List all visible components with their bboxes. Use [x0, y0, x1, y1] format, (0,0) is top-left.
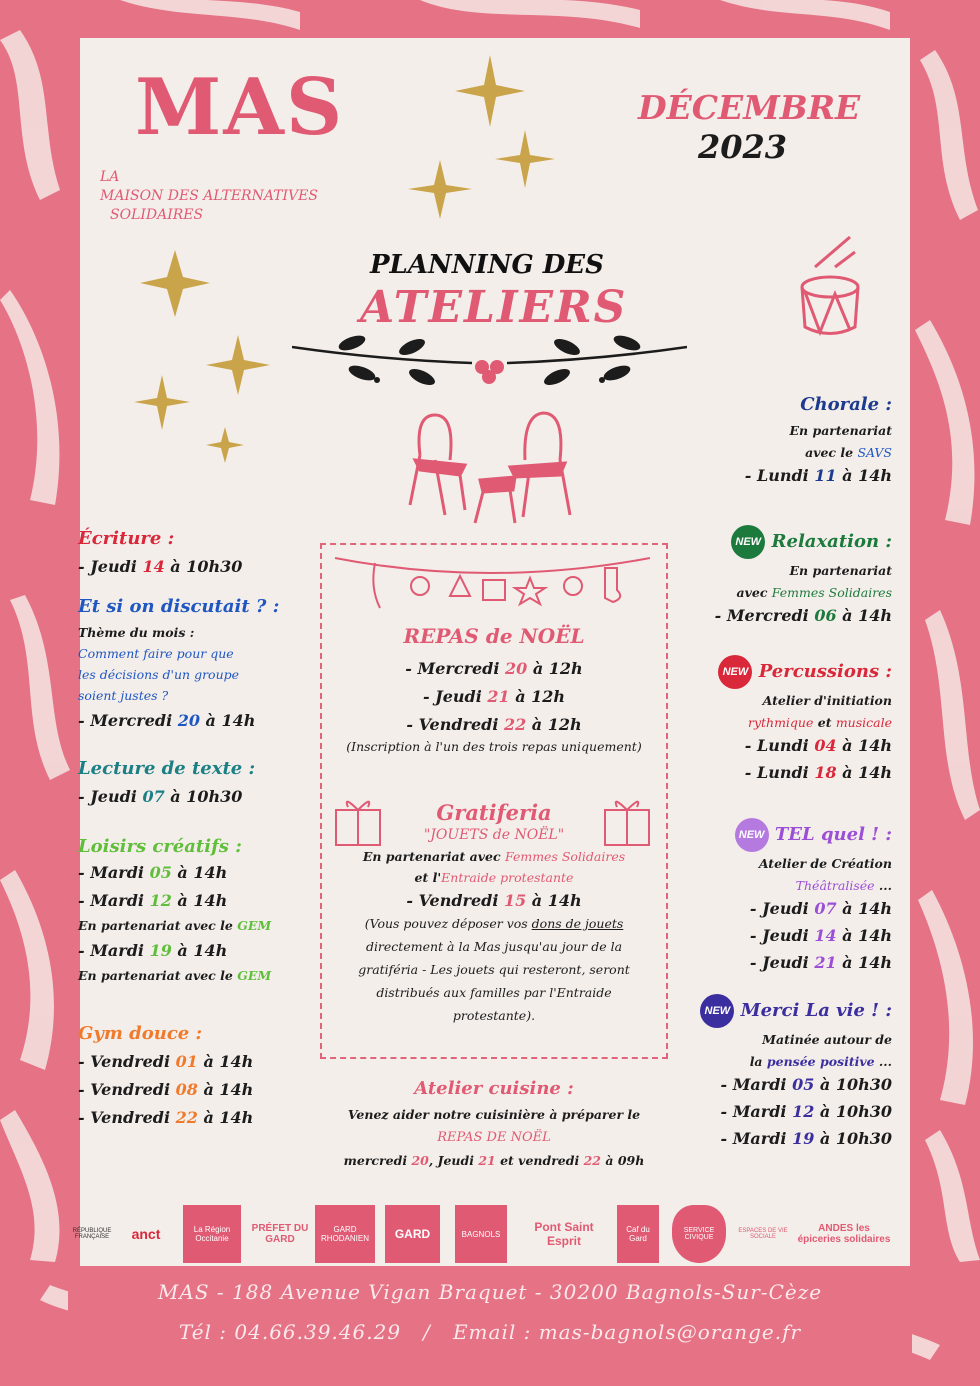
star-icon — [455, 55, 525, 127]
loisirs-date-2 — [78, 891, 318, 910]
chorale-title: Chorale : — [800, 394, 892, 415]
day: 12 — [792, 1102, 815, 1121]
telquel-date-3 — [660, 953, 892, 972]
merci-date-3 — [660, 1129, 892, 1148]
day: 14 — [814, 926, 837, 945]
loisirs-partner-1 — [78, 918, 318, 933]
text: à 10h30 — [814, 1075, 892, 1094]
text: à 14h — [526, 891, 582, 910]
text: - Mercredi — [405, 659, 506, 678]
partner: Femmes Solidaires — [504, 849, 626, 864]
day: 22 — [175, 1108, 198, 1127]
logo-gard-rhodanien: GARD RHODANIEN — [315, 1205, 375, 1263]
gym-section — [78, 1023, 318, 1127]
gratiferia-note — [322, 912, 666, 1027]
day: 15 — [503, 891, 527, 910]
lecture-date — [78, 787, 318, 806]
discut-question-1: Comment faire pour que — [78, 646, 234, 661]
relaxation-section — [660, 525, 892, 625]
logo-gard: GARD — [385, 1205, 440, 1263]
text: à 10h30 — [164, 787, 243, 806]
star-icon — [408, 160, 472, 219]
laurel-divider-icon — [292, 325, 687, 395]
logo-service-civique: SERVICE CIVIQUE — [672, 1205, 726, 1263]
merci-section — [660, 994, 892, 1148]
day: 07 — [142, 787, 165, 806]
subtitle-line-3: SOLIDAIRES — [110, 207, 204, 223]
merci-title-row — [660, 994, 892, 1028]
percussions-desc-2 — [660, 715, 892, 730]
text: , Jeudi — [428, 1153, 479, 1168]
gratiferia-title: Gratiferia — [436, 800, 552, 825]
gym-date-1 — [78, 1052, 318, 1071]
text: mercredi — [343, 1153, 412, 1168]
garland-icon — [325, 548, 660, 618]
day: 22 — [503, 715, 527, 734]
star-icon — [206, 427, 244, 463]
day: 01 — [175, 1052, 198, 1071]
drum-icon — [795, 232, 865, 352]
text: à 14h — [171, 863, 228, 882]
merci-title: Merci La vie ! : — [740, 1000, 892, 1021]
telquel-date-1 — [660, 899, 892, 918]
text: - Jeudi — [78, 787, 143, 806]
text: ... — [874, 878, 892, 893]
text: - Vendredi — [406, 715, 504, 734]
note-line-5: protestante). — [452, 1008, 536, 1023]
day: 11 — [814, 466, 837, 485]
text: dons de jouets — [531, 916, 624, 931]
logo-evs: ESPACES DE VIE SOCIALE — [738, 1228, 788, 1240]
cuisine-line-1: Venez aider notre cuisinière à préparer le — [347, 1107, 641, 1122]
day: 20 — [505, 659, 528, 678]
text: à 14h — [199, 711, 256, 730]
star-icon — [495, 130, 555, 188]
partner: Entraide protestante — [441, 870, 574, 885]
new-badge-icon: NEW — [718, 655, 752, 689]
text: à 10h30 — [164, 557, 243, 576]
percussions-title: Percussions : — [758, 661, 892, 682]
telquel-date-2 — [660, 926, 892, 945]
text: ... — [874, 1054, 892, 1069]
text: à 14h — [836, 606, 892, 625]
relaxation-partner-2 — [660, 585, 892, 600]
chairs-illustration — [405, 405, 575, 525]
mas-logo: MAS — [135, 62, 345, 153]
discut-theme: Thème du mois : — [78, 625, 195, 640]
text: à 10h30 — [814, 1102, 892, 1121]
ateliers-title: ATELIERS — [360, 282, 628, 333]
discut-date — [78, 711, 318, 730]
star-icon — [206, 335, 270, 395]
year-label: 2023 — [698, 128, 788, 166]
text: pensée positive — [766, 1054, 875, 1069]
text: et l' — [414, 870, 442, 885]
chorale-date — [660, 466, 892, 485]
cuisine-line-3 — [312, 1153, 676, 1168]
text: avec — [736, 585, 772, 600]
ecriture-date — [78, 557, 318, 576]
text: - Jeudi — [422, 687, 488, 706]
day: 12 — [149, 891, 172, 910]
telquel-desc-2 — [660, 878, 892, 893]
gym-date-3 — [78, 1108, 318, 1127]
text: à 14h — [836, 953, 892, 972]
repas-date-2 — [322, 687, 666, 706]
note-line-3: gratiféria - Les jouets qui resteront, seront — [358, 962, 630, 977]
percussions-section — [660, 655, 892, 782]
planning-title: PLANNING DES — [370, 250, 604, 280]
text: - Mercredi — [714, 606, 815, 625]
new-badge-icon: NEW — [731, 525, 765, 559]
gym-title: Gym douce : — [78, 1023, 203, 1044]
right-column — [660, 394, 892, 1148]
logo-pont-saint-esprit: Pont Saint Esprit — [534, 1220, 594, 1248]
text: à 14h — [836, 736, 892, 755]
loisirs-date-3 — [78, 941, 318, 960]
lecture-section — [78, 758, 318, 806]
text: à 14h — [836, 466, 892, 485]
cuisine-title: Atelier cuisine : — [414, 1078, 574, 1099]
note-line-2: directement à la Mas jusqu'au jour de la — [365, 939, 623, 954]
text: - Jeudi — [749, 926, 815, 945]
star-icon — [134, 375, 190, 430]
text: - Lundi — [744, 736, 815, 755]
text: - Vendredi — [78, 1108, 176, 1127]
subtitle-line-1: LA — [100, 169, 120, 185]
merci-desc-1: Matinée autour de — [762, 1032, 892, 1047]
text: En partenariat avec le — [78, 918, 238, 933]
text: à 12h — [527, 659, 583, 678]
relaxation-date — [660, 606, 892, 625]
logo-prefet: PRÉFET DU GARD — [251, 1223, 309, 1245]
text: - Jeudi — [749, 953, 815, 972]
day: 19 — [149, 941, 172, 960]
repas-note: (Inscription à l'un des trois repas uniquement) — [346, 739, 642, 754]
text: En partenariat avec le — [78, 968, 238, 983]
logo-andes: ANDES les épiceries solidaires — [797, 1223, 891, 1245]
cuisine-line-2: REPAS DE NOËL — [437, 1130, 551, 1145]
text: - Vendredi — [406, 891, 504, 910]
day: 22 — [583, 1153, 602, 1168]
text: à 14h — [197, 1108, 254, 1127]
partner: GEM — [237, 918, 272, 933]
new-badge-icon: NEW — [735, 818, 769, 852]
text: à 12h — [509, 687, 566, 706]
relaxation-title-row — [660, 525, 892, 559]
loisirs-partner-2 — [78, 968, 318, 983]
day: 05 — [149, 863, 172, 882]
day: 18 — [814, 763, 837, 782]
repas-date-1 — [322, 659, 666, 678]
ecriture-section — [78, 528, 318, 576]
chorale-partner-1: En partenariat — [789, 423, 892, 438]
new-badge-icon: NEW — [700, 994, 734, 1028]
gratiferia-subtitle: "JOUETS de NOËL" — [423, 827, 565, 843]
text: - Mercredi — [78, 711, 178, 730]
repas-date-3 — [322, 715, 666, 734]
text: musicale — [835, 715, 892, 730]
text: à 12h — [526, 715, 582, 734]
logo-anct: anct — [131, 1226, 161, 1242]
day: 07 — [814, 899, 837, 918]
text: la — [749, 1054, 767, 1069]
text: avec le — [805, 445, 858, 460]
percussions-desc-1: Atelier d'initiation — [762, 693, 892, 708]
day: 04 — [814, 736, 837, 755]
text: à 14h — [836, 926, 892, 945]
relaxation-title: Relaxation : — [771, 531, 892, 552]
text: et — [813, 715, 836, 730]
text: - Lundi — [744, 466, 815, 485]
text: - Jeudi — [78, 557, 143, 576]
day: 05 — [792, 1075, 815, 1094]
percussions-date-1 — [660, 736, 892, 755]
text: (Vous pouvez déposer vos — [364, 916, 532, 931]
text: à 14h — [197, 1080, 254, 1099]
text: rythmique — [747, 715, 814, 730]
percussions-title-row — [660, 655, 892, 689]
gratiferia-date — [322, 891, 666, 910]
note-line-4: distribués aux familles par l'Entraide — [376, 985, 612, 1000]
text: Théâtralisée — [795, 878, 875, 893]
logo-bagnols: BAGNOLS — [455, 1205, 507, 1263]
subtitle-line-2: MAISON DES ALTERNATIVES — [100, 188, 318, 204]
text: - Mardi — [78, 941, 150, 960]
telquel-desc-1: Atelier de Création — [758, 856, 892, 871]
text: - Vendredi — [78, 1080, 176, 1099]
text: et vendredi — [495, 1153, 584, 1168]
day: 14 — [142, 557, 165, 576]
repas-title: REPAS de NOËL — [403, 624, 585, 648]
footer-address: MAS - 188 Avenue Vigan Braquet - 30200 Bagnols-Sur-Cèze — [157, 1280, 823, 1304]
partner: Femmes Solidaires — [771, 585, 892, 600]
text: - Jeudi — [749, 899, 815, 918]
gratiferia-partner-2 — [322, 870, 666, 885]
chorale-partner-2 — [660, 445, 892, 460]
logo-republique: RÉPUBLIQUE FRANÇAISE — [72, 1228, 112, 1240]
percussions-date-2 — [660, 763, 892, 782]
gym-date-2 — [78, 1080, 318, 1099]
relaxation-partner-1: En partenariat — [789, 563, 892, 578]
day: 21 — [487, 687, 510, 706]
gratiferia-section — [322, 800, 666, 1027]
telquel-title: TEL quel ! : — [774, 824, 892, 845]
text: - Vendredi — [78, 1052, 176, 1071]
text: En partenariat avec — [362, 849, 505, 864]
text: - Lundi — [744, 763, 815, 782]
text: à 09h — [601, 1153, 645, 1168]
text: à 14h — [836, 899, 892, 918]
footer-contact: Tél : 04.66.39.46.29 / Email : mas-bagnols@orange.fr — [178, 1320, 802, 1344]
month-label: DÉCEMBRE — [638, 88, 861, 127]
partner: SAVS — [857, 445, 892, 460]
chorale-section — [660, 394, 892, 485]
gratiferia-partner-1 — [322, 849, 666, 864]
lecture-title: Lecture de texte : — [78, 758, 256, 779]
repas-section — [322, 624, 666, 754]
logo-occitanie: La Région Occitanie — [183, 1205, 241, 1263]
text: - Mardi — [78, 863, 150, 882]
star-icon — [140, 250, 210, 317]
loisirs-section — [78, 836, 318, 983]
partner: GEM — [237, 968, 272, 983]
note-line-1 — [322, 912, 666, 935]
merci-date-1 — [660, 1075, 892, 1094]
day: 19 — [792, 1129, 815, 1148]
day: 20 — [177, 711, 200, 730]
ecriture-title: Écriture : — [78, 528, 175, 549]
day: 21 — [814, 953, 837, 972]
text: - Mardi — [720, 1075, 793, 1094]
text: à 14h — [836, 763, 892, 782]
loisirs-title: Loisirs créatifs : — [78, 836, 242, 857]
telquel-title-row — [660, 818, 892, 852]
discut-question-3: soient justes ? — [78, 688, 169, 703]
text: à 14h — [171, 941, 228, 960]
telquel-section — [660, 818, 892, 972]
text: - Mardi — [720, 1129, 793, 1148]
discut-title: Et si on discutait ? : — [78, 596, 280, 617]
text: - Mardi — [720, 1102, 793, 1121]
day: 06 — [814, 606, 837, 625]
day: 21 — [478, 1153, 496, 1168]
text: à 14h — [197, 1052, 254, 1071]
discut-section — [78, 596, 318, 730]
cuisine-section — [312, 1078, 676, 1168]
day: 08 — [175, 1080, 198, 1099]
text: à 14h — [171, 891, 228, 910]
left-column — [78, 528, 318, 1127]
text: - Mardi — [78, 891, 150, 910]
logo-caf: Caf du Gard — [617, 1205, 659, 1263]
text: à 10h30 — [814, 1129, 892, 1148]
loisirs-date-1 — [78, 863, 318, 882]
discut-question-2: les décisions d'un groupe — [78, 667, 240, 682]
merci-date-2 — [660, 1102, 892, 1121]
merci-desc-2 — [660, 1054, 892, 1069]
day: 20 — [411, 1153, 429, 1168]
